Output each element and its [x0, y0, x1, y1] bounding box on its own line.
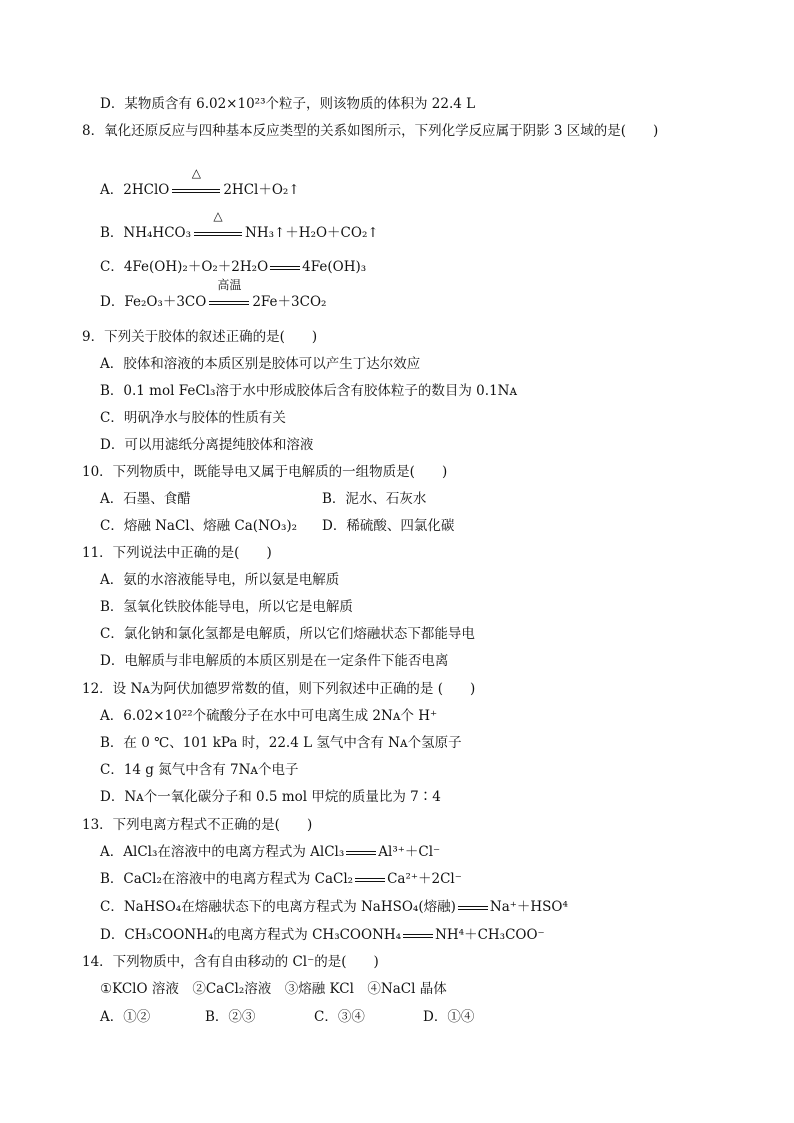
q13-option-a	[100, 842, 440, 862]
q13-c-lhs: C．NaHSO₄在熔融状态下的电离方程式为 NaHSO₄(熔融)	[100, 899, 456, 915]
q8-option-c	[100, 257, 366, 277]
q7-option-d: D．某物质含有 6.02×10²³个粒子，则该物质的体积为 22.4 L	[100, 96, 476, 112]
heat-condition-arrow	[194, 209, 242, 243]
q14-option-c: C．③④	[314, 1009, 365, 1025]
heat-symbol: △	[191, 166, 201, 180]
q12-option-b: B．在 0 ℃、101 kPa 时，22.4 L 氢气中含有 Nᴀ个氢原子	[100, 735, 462, 751]
q11-option-c: C．氯化钠和氯化氢都是电解质，所以它们熔融状态下都能导电	[100, 626, 475, 642]
high-temp-condition-arrow	[209, 278, 249, 312]
heat-symbol: △	[213, 209, 223, 223]
q13-option-c	[100, 897, 568, 917]
q10-option-c: C．熔融 NaCl、熔融 Ca(NO₃)₂	[100, 518, 298, 534]
q8-d-products: 2Fe＋3CO₂	[252, 294, 327, 310]
q13-option-b	[100, 869, 462, 889]
q13-b-rhs: Ca²⁺＋2Cl⁻	[387, 871, 462, 887]
q13-option-d	[100, 925, 545, 945]
equals-sign	[403, 934, 433, 938]
q11-option-b: B．氢氧化铁胶体能导电，所以它是电解质	[100, 599, 353, 615]
q13-a-rhs: Al³⁺＋Cl⁻	[378, 844, 441, 860]
q14-stem: 14．下列物质中，含有自由移动的 Cl⁻的是( )	[82, 954, 379, 970]
q14-option-d: D．①④	[423, 1009, 475, 1025]
q11-option-a: A．氨的水溶液能导电，所以氨是电解质	[100, 572, 340, 588]
heat-condition-arrow	[172, 166, 220, 200]
q12-option-d: D．Nᴀ个一氧化碳分子和 0.5 mol 甲烷的质量比为 7∶4	[100, 789, 441, 805]
q10-option-d: D．稀硫酸、四氯化碳	[322, 518, 455, 534]
q13-stem: 13．下列电离方程式不正确的是( )	[82, 817, 313, 833]
q11-stem: 11．下列说法中正确的是( )	[82, 545, 272, 561]
q9-option-d: D．可以用滤纸分离提纯胶体和溶液	[100, 437, 314, 453]
q10-stem: 10．下列物质中，既能导电又属于电解质的一组物质是( )	[82, 464, 448, 480]
q12-option-a: A．6.02×10²²个硫酸分子在水中可电离生成 2Nᴀ个 H⁺	[100, 708, 438, 724]
equals-sign	[346, 851, 376, 855]
equals-sign	[458, 906, 488, 910]
q9-option-b: B．0.1 mol FeCl₃溶于水中形成胶体后含有胶体粒子的数目为 0.1Nᴀ	[100, 383, 518, 399]
q8-option-d	[100, 278, 327, 312]
q14-items: ①KClO 溶液 ②CaCl₂溶液 ③熔融 KCl ④NaCl 晶体	[100, 981, 447, 997]
equals-sign	[270, 266, 300, 270]
q13-c-rhs: Na⁺＋HSO⁴	[489, 899, 568, 915]
q9-option-c: C．明矾净水与胶体的性质有关	[100, 410, 286, 426]
q13-a-lhs: A．AlCl₃在溶液中的电离方程式为 AlCl₃	[100, 844, 345, 860]
q9-option-a: A．胶体和溶液的本质区别是胶体可以产生丁达尔效应	[100, 356, 421, 372]
q8-c-products: 4Fe(OH)₃	[302, 259, 367, 275]
q13-d-lhs: D．CH₃COONH₄的电离方程式为 CH₃COONH₄	[100, 927, 402, 943]
q10-option-a: A．石墨、食醋	[100, 491, 191, 507]
high-temp-label: 高温	[217, 278, 242, 292]
q8-option-b	[100, 209, 379, 243]
equals-sign	[355, 878, 385, 882]
q14-option-b: B．②③	[205, 1009, 256, 1025]
q13-b-lhs: B．CaCl₂在溶液中的电离方程式为 CaCl₂	[100, 871, 354, 887]
q8-a-products: 2HCl＋O₂↑	[223, 182, 300, 198]
q12-option-c: C．14 g 氮气中含有 7Nᴀ个电子	[100, 762, 299, 778]
q13-d-rhs: NH⁴＋CH₃COO⁻	[435, 927, 545, 943]
q8-d-reactants: D．Fe₂O₃＋3CO	[100, 294, 207, 310]
q11-option-d: D．电解质与非电解质的本质区别是在一定条件下能否电离	[100, 653, 449, 669]
q8-stem: 8．氧化还原反应与四种基本反应类型的关系如图所示，下列化学反应属于阴影 3 区域的是( )	[82, 123, 659, 139]
q8-c-reactants: C．4Fe(OH)₂＋O₂＋2H₂O	[100, 259, 269, 275]
q8-b-reactants: B．NH₄HCO₃	[100, 225, 191, 241]
q14-option-a: A．①②	[100, 1009, 151, 1025]
q10-option-b: B．泥水、石灰水	[322, 491, 427, 507]
q8-option-a	[100, 166, 300, 200]
q9-stem: 9．下列关于胶体的叙述正确的是( )	[82, 329, 318, 345]
q8-b-products: NH₃↑＋H₂O＋CO₂↑	[245, 225, 379, 241]
q8-a-reactants: A．2HClO	[100, 182, 170, 198]
q12-stem: 12．设 Nᴀ为阿伏加德罗常数的值，则下列叙述中正确的是 ( )	[82, 681, 476, 697]
